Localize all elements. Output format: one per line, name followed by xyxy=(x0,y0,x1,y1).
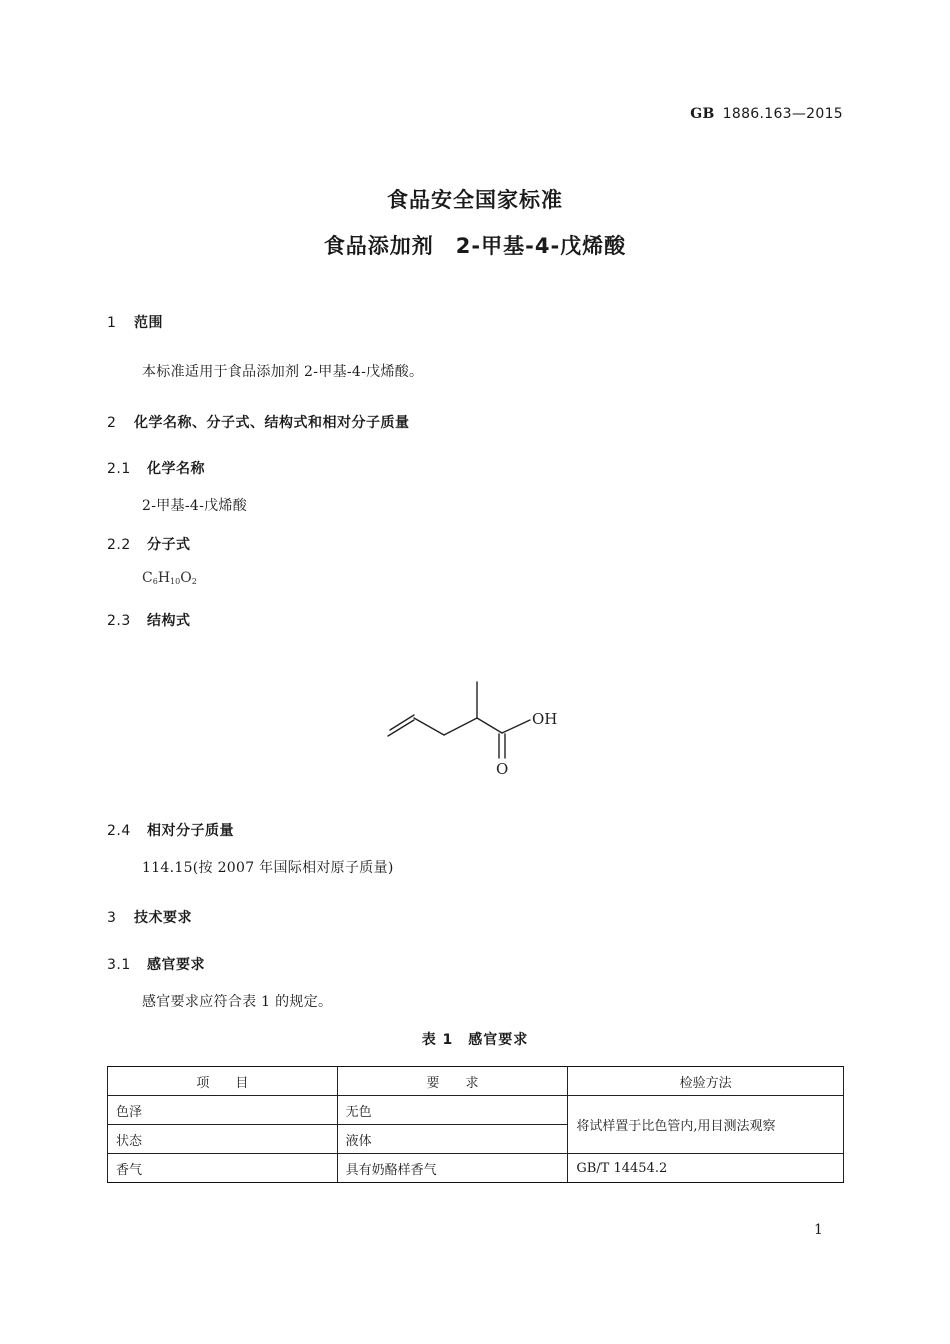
section-title: 化学名称、分子式、结构式和相对分子质量 xyxy=(134,415,410,431)
table-cell-requirement: 液体 xyxy=(337,1125,568,1154)
oxygen-label: O xyxy=(496,760,509,778)
document-subtitle: 食品添加剂 2-甲基-4-戊烯酸 xyxy=(323,234,627,258)
section-number: 2.1 xyxy=(107,461,131,477)
section-number: 3 xyxy=(107,910,117,926)
section-3-heading xyxy=(107,907,192,927)
page-number: 1 xyxy=(814,1222,823,1238)
section-1-body: 本标准适用于食品添加剂 2-甲基-4-戊烯酸。 xyxy=(142,364,424,380)
column-header: 项 目 xyxy=(108,1067,338,1096)
section-number: 2.3 xyxy=(107,613,131,629)
document-title: 食品安全国家标准 xyxy=(387,188,563,212)
section-2-1-heading xyxy=(107,458,205,478)
table-cell-item: 色泽 xyxy=(108,1096,338,1125)
section-number: 1 xyxy=(107,315,117,331)
structural-formula xyxy=(380,670,580,780)
section-3-1-body: 感官要求应符合表 1 的规定。 xyxy=(142,994,333,1010)
column-header: 检验方法 xyxy=(568,1067,844,1096)
table-cell-requirement: 无色 xyxy=(337,1096,568,1125)
standard-code xyxy=(690,106,843,122)
section-number: 3.1 xyxy=(107,957,131,973)
column-header: 要 求 xyxy=(337,1067,568,1096)
section-title: 感官要求 xyxy=(147,957,205,973)
chemical-name: 2-甲基-4-戊烯酸 xyxy=(142,498,248,514)
molecular-formula: $C_6H_{10}O_2$ xyxy=(142,570,197,586)
table-cell-method: 将试样置于比色管内,用目测法观察 xyxy=(568,1096,844,1154)
table-row xyxy=(108,1096,844,1125)
section-title: 技术要求 xyxy=(134,910,192,926)
section-title: 范围 xyxy=(134,315,163,331)
section-2-2-heading xyxy=(107,534,191,554)
table-cell-method: GB/T 14454.2 xyxy=(568,1154,844,1183)
section-3-1-heading xyxy=(107,954,205,974)
standard-prefix: GB xyxy=(690,106,715,122)
table-row xyxy=(108,1154,844,1183)
section-title: 相对分子质量 xyxy=(147,823,234,839)
section-title: 化学名称 xyxy=(147,461,205,477)
section-2-4-heading xyxy=(107,820,234,840)
hydroxyl-label: OH xyxy=(532,710,558,728)
section-title: 结构式 xyxy=(147,613,191,629)
molecular-weight: 114.15(按 2007 年国际相对原子质量) xyxy=(142,860,394,876)
table-cell-item: 香气 xyxy=(108,1154,338,1183)
section-number: 2.2 xyxy=(107,537,131,553)
standard-number: 1886.163—2015 xyxy=(722,106,843,122)
section-2-heading xyxy=(107,412,410,432)
section-2-3-heading xyxy=(107,610,191,630)
table-cell-item: 状态 xyxy=(108,1125,338,1154)
sensory-requirements-table xyxy=(107,1066,844,1183)
section-title: 分子式 xyxy=(147,537,191,553)
table-cell-requirement: 具有奶酪样香气 xyxy=(337,1154,568,1183)
section-1-heading xyxy=(107,312,163,332)
table-caption: 表 1 感官要求 xyxy=(421,1032,529,1048)
section-number: 2.4 xyxy=(107,823,131,839)
table-header-row xyxy=(108,1067,844,1096)
section-number: 2 xyxy=(107,415,117,431)
